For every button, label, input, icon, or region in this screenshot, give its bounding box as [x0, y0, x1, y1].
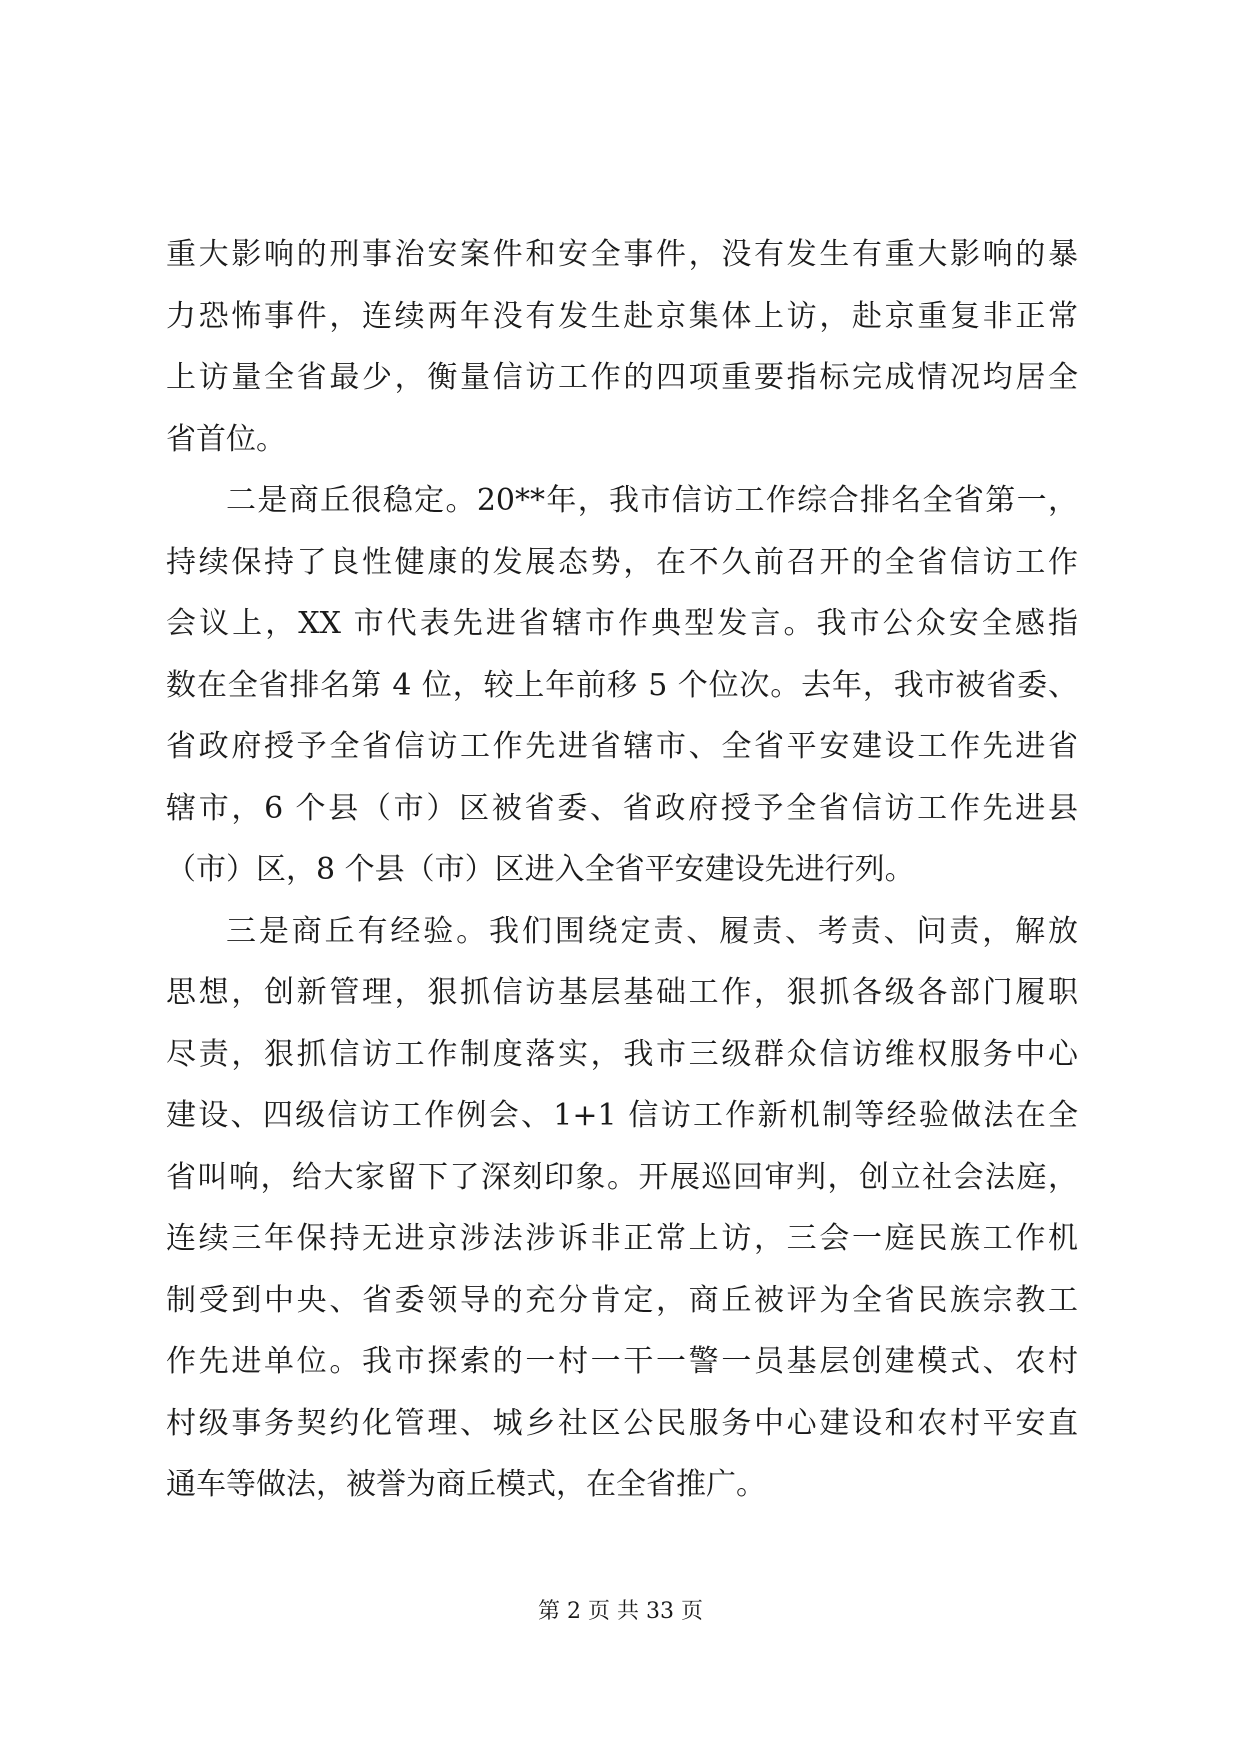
text-line: 建设、四级信访工作例会、1+1 信访工作新机制等经验做法在全 — [166, 1098, 1078, 1133]
text-line: 制受到中央、省委领导的充分肯定，商丘被评为全省民族宗教工 — [166, 1282, 1078, 1318]
text-line: 尽责，狠抓信访工作制度落实，我市三级群众信访维权服务中心 — [166, 1036, 1078, 1072]
text-line: 作先进单位。我市探索的一村一干一警一员基层创建模式、农村 — [166, 1344, 1078, 1379]
text-line: 连续三年保持无进京涉法涉诉非正常上访，三会一庭民族工作机 — [166, 1221, 1078, 1256]
text-line: 省叫响，给大家留下了深刻印象。开展巡回审判，创立社会法庭， — [166, 1159, 1078, 1195]
text-line: 思想，创新管理，狠抓信访基层基础工作，狠抓各级各部门履职 — [166, 975, 1078, 1010]
text-line: 村级事务契约化管理、城乡社区公民服务中心建设和农村平安直 — [166, 1405, 1078, 1441]
text-line: 辖市，6 个县（市）区被省委、省政府授予全省信访工作先进县 — [166, 790, 1078, 826]
page-footer: 第 2 页 共 33 页 — [538, 1599, 703, 1624]
text-line: 力恐怖事件，连续两年没有发生赴京集体上访，赴京重复非正常 — [166, 298, 1078, 334]
document-body — [166, 224, 1078, 1516]
text-line: 通车等做法，被誉为商丘模式，在全省推广。 — [166, 1467, 766, 1502]
text-line: 数在全省排名第 4 位，较上年前移 5 个位次。去年，我市被省委、 — [166, 667, 1078, 703]
text-line: 上访量全省最少，衡量信访工作的四项重要指标完成情况均居全 — [166, 360, 1078, 395]
text-line: （市）区，8 个县（市）区进入全省平安建设先进行列。 — [166, 852, 915, 887]
text-line: 二是商丘很稳定。20**年，我市信访工作综合排名全省第一， — [226, 483, 1078, 518]
text-line: 三是商丘有经验。我们围绕定责、履责、考责、问责，解放 — [226, 913, 1078, 949]
text-line: 省首位。 — [166, 421, 286, 457]
text-line: 省政府授予全省信访工作先进省辖市、全省平安建设工作先进省 — [166, 729, 1078, 764]
text-line: 重大影响的刑事治安案件和安全事件，没有发生有重大影响的暴 — [166, 237, 1078, 272]
text-line: 会议上，XX 市代表先进省辖市作典型发言。我市公众安全感指 — [166, 606, 1078, 641]
text-line: 持续保持了良性健康的发展态势，在不久前召开的全省信访工作 — [166, 544, 1078, 580]
